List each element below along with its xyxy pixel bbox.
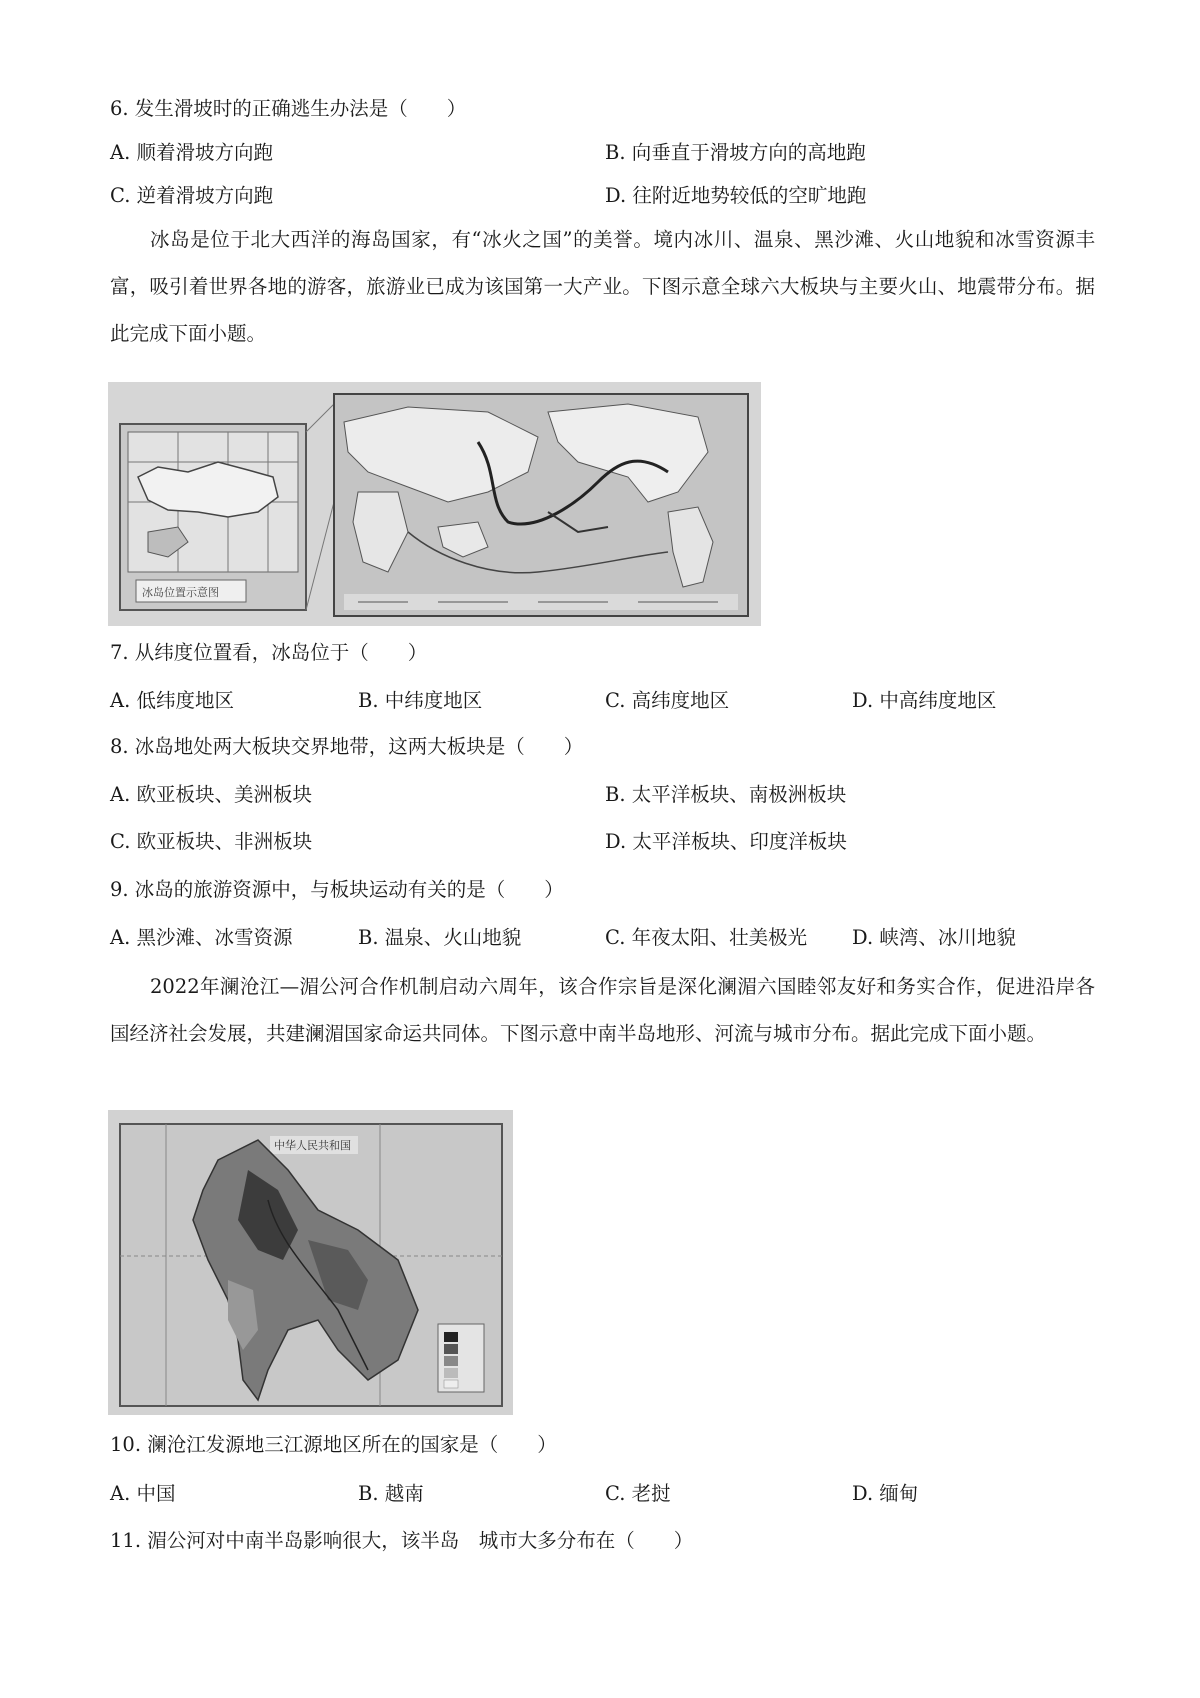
iceland-inset-map <box>120 424 306 610</box>
world-plates-map <box>334 394 748 616</box>
question-9-stem: 9. 冰岛的旅游资源中，与板块运动有关的是（ ） <box>110 878 564 901</box>
question-10-option-d[interactable]: D. 缅甸 <box>852 1482 919 1505</box>
question-7-option-d[interactable]: D. 中高纬度地区 <box>852 689 997 712</box>
question-8-option-c[interactable]: C. 欧亚板块、非洲板块 <box>110 830 313 853</box>
question-8-option-a[interactable]: A. 欧亚板块、美洲板块 <box>110 783 312 806</box>
iceland-passage: 冰岛是位于北大西洋的海岛国家，有“冰火之国”的美誉。境内冰川、温泉、黑沙滩、火山地貌和冰雪资源丰富，吸引着世界各地的游客，旅游业已成为该国第一大产业。下图示意全球六大板块与主要火山、地震带分布。据此完成下面小题。 <box>110 228 1095 345</box>
question-6-option-d[interactable]: D. 往附近地势较低的空旷地跑 <box>605 184 867 207</box>
question-10-option-b[interactable]: B. 越南 <box>358 1482 424 1505</box>
indochina-map-figure <box>108 1110 513 1415</box>
question-10-option-c[interactable]: C. 老挝 <box>605 1482 671 1505</box>
question-9-option-a[interactable]: A. 黑沙滩、冰雪资源 <box>110 926 293 949</box>
question-8-stem: 8. 冰岛地处两大板块交界地带，这两大板块是（ ） <box>110 735 584 758</box>
question-7-option-b[interactable]: B. 中纬度地区 <box>358 689 483 712</box>
question-6-option-a[interactable]: A. 顺着滑坡方向跑 <box>110 141 273 164</box>
question-9-option-b[interactable]: B. 温泉、火山地貌 <box>358 926 522 949</box>
question-10-stem: 10. 澜沧江发源地三江源地区所在的国家是（ ） <box>110 1433 557 1456</box>
mekong-passage: 2022年澜沧江—湄公河合作机制启动六周年，该合作宗旨是深化澜湄六国睦邻友好和务实合作，促进沿岸各国经济社会发展，共建澜湄国家命运共同体。下图示意中南半岛地形、河流与城市分布。据此完成下面小题。 <box>110 975 1095 1045</box>
question-9-option-c[interactable]: C. 年夜太阳、壮美极光 <box>605 926 808 949</box>
plates-map-figure <box>108 382 761 626</box>
china-label: 中华人民共和国 <box>274 1139 351 1152</box>
question-9-option-d[interactable]: D. 峡湾、冰川地貌 <box>852 926 1016 949</box>
question-6-option-c[interactable]: C. 逆着滑坡方向跑 <box>110 184 274 207</box>
question-11-stem: 11. 湄公河对中南半岛影响很大，该半岛 城市大多分布在（ ） <box>110 1529 694 1552</box>
question-8-option-d[interactable]: D. 太平洋板块、印度洋板块 <box>605 830 847 853</box>
question-6-option-b[interactable]: B. 向垂直于滑坡方向的高地跑 <box>605 141 866 164</box>
question-7-stem: 7. 从纬度位置看，冰岛位于（ ） <box>110 641 428 664</box>
question-10-option-a[interactable]: A. 中国 <box>110 1482 176 1505</box>
inset-map-title: 冰岛位置示意图 <box>142 586 219 599</box>
question-7-option-a[interactable]: A. 低纬度地区 <box>110 689 234 712</box>
question-6-stem: 6. 发生滑坡时的正确逃生办法是（ ） <box>110 97 467 120</box>
question-7-option-c[interactable]: C. 高纬度地区 <box>605 689 730 712</box>
question-8-option-b[interactable]: B. 太平洋板块、南极洲板块 <box>605 783 847 806</box>
